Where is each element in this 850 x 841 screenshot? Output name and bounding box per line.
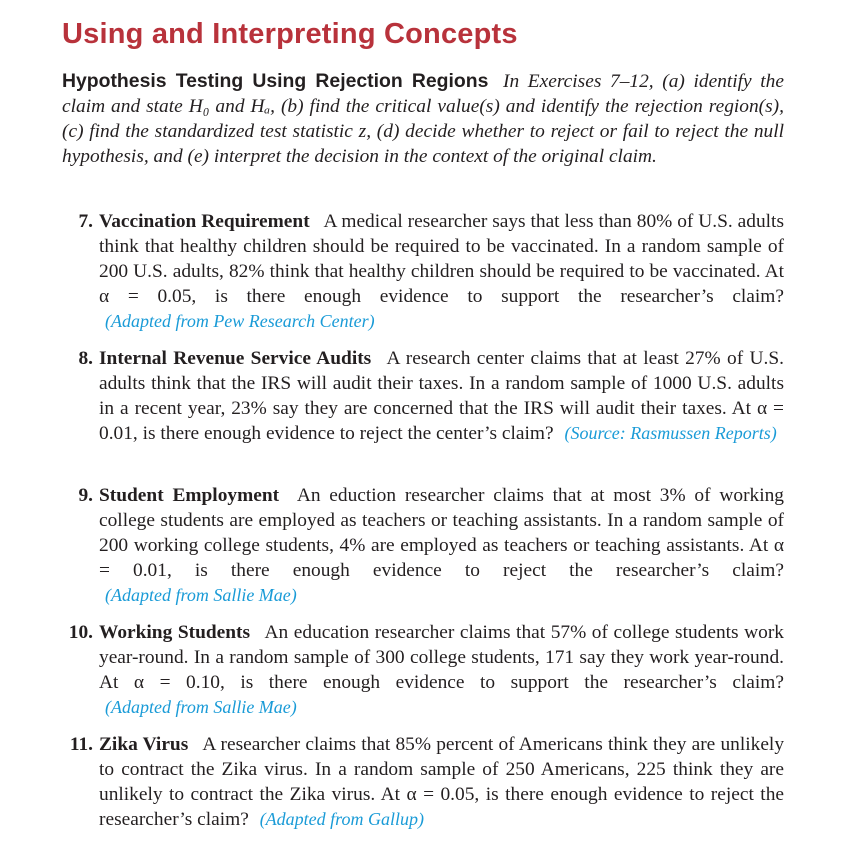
exercise-source: (Adapted from Sallie Mae) bbox=[105, 697, 297, 717]
exercise-source: (Adapted from Pew Research Center) bbox=[105, 311, 375, 331]
exercise-number: 9. bbox=[78, 485, 93, 506]
exercise-title: Student Employment bbox=[99, 485, 280, 506]
exercise-7 bbox=[78, 209, 784, 334]
exercise-text: A researcher claims that 85% percent of Americans think they are unlikely to contract the Zika virus. In a random sample of 250 Americans, 225 think they are unlikely to contract the Zika virus. At α = 0.05, is there enough evidence to reject the researcher’s claim? bbox=[99, 734, 785, 830]
exercise-number: 8. bbox=[78, 348, 93, 369]
exercise-text: An education researcher claims that 57% of college students work year-round. In a random sample of 300 college students, 171 say they work year-round. At α = 0.10, is there enough evidence to support the researcher’s claim? bbox=[99, 622, 784, 693]
exercise-number: 10. bbox=[68, 622, 93, 643]
exercise-text: An eduction researcher claims that at most 3% of working college students are employed as teachers or teaching assistants. In a random sample of 200 working college students, 4% are employed as teachers or teaching assistants. At α = 0.01, is there enough evidence to reject the researcher’s claim? bbox=[99, 485, 784, 581]
exercise-8 bbox=[78, 346, 785, 446]
exercise-title: Vaccination Requirement bbox=[99, 211, 310, 232]
exercise-title: Zika Virus bbox=[99, 734, 189, 755]
intro-instructions: In Exercises 7–12, (a) identify the claim and state H₀ and Hₐ, (b) find the critical value(s) and identify the rejection region(s), (c) find the standardized test statistic z, (d) decide whether to reject or fail to reject the null hypothesis, and (e) interpret the decision in the context of the original claim. bbox=[62, 71, 784, 167]
intro-heading: Hypothesis Testing Using Rejection Regions bbox=[62, 70, 489, 92]
exercise-source: (Adapted from Sallie Mae) bbox=[105, 585, 297, 605]
exercise-text: A medical researcher says that less than 80% of U.S. adults think that healthy children should be required to be vaccinated. In a random sample of 200 U.S. adults, 82% think that healthy children should be required to be vaccinated. At α = 0.05, is there enough evidence to support the researcher’s claim? bbox=[99, 211, 784, 307]
exercise-number: 7. bbox=[78, 211, 93, 232]
exercise-10 bbox=[68, 620, 784, 720]
exercise-text: A research center claims that at least 27% of U.S. adults think that the IRS will audit their taxes. In a random sample of 1000 U.S. adults in a recent year, 23% say they are concerned that the IRS will audit their taxes. At α = 0.01, is there enough evidence to reject the center’s claim? bbox=[99, 348, 785, 444]
exercise-9 bbox=[78, 483, 784, 608]
intro-paragraph bbox=[62, 69, 784, 169]
exercise-title: Working Students bbox=[99, 622, 251, 643]
exercise-number: 11. bbox=[69, 734, 93, 755]
exercise-title: Internal Revenue Service Audits bbox=[99, 348, 372, 369]
exercise-source: (Source: Rasmussen Reports) bbox=[564, 423, 777, 443]
exercise-11 bbox=[69, 732, 785, 832]
section-title: Using and Interpreting Concepts bbox=[62, 18, 518, 50]
exercise-source: (Adapted from Gallup) bbox=[259, 809, 424, 829]
